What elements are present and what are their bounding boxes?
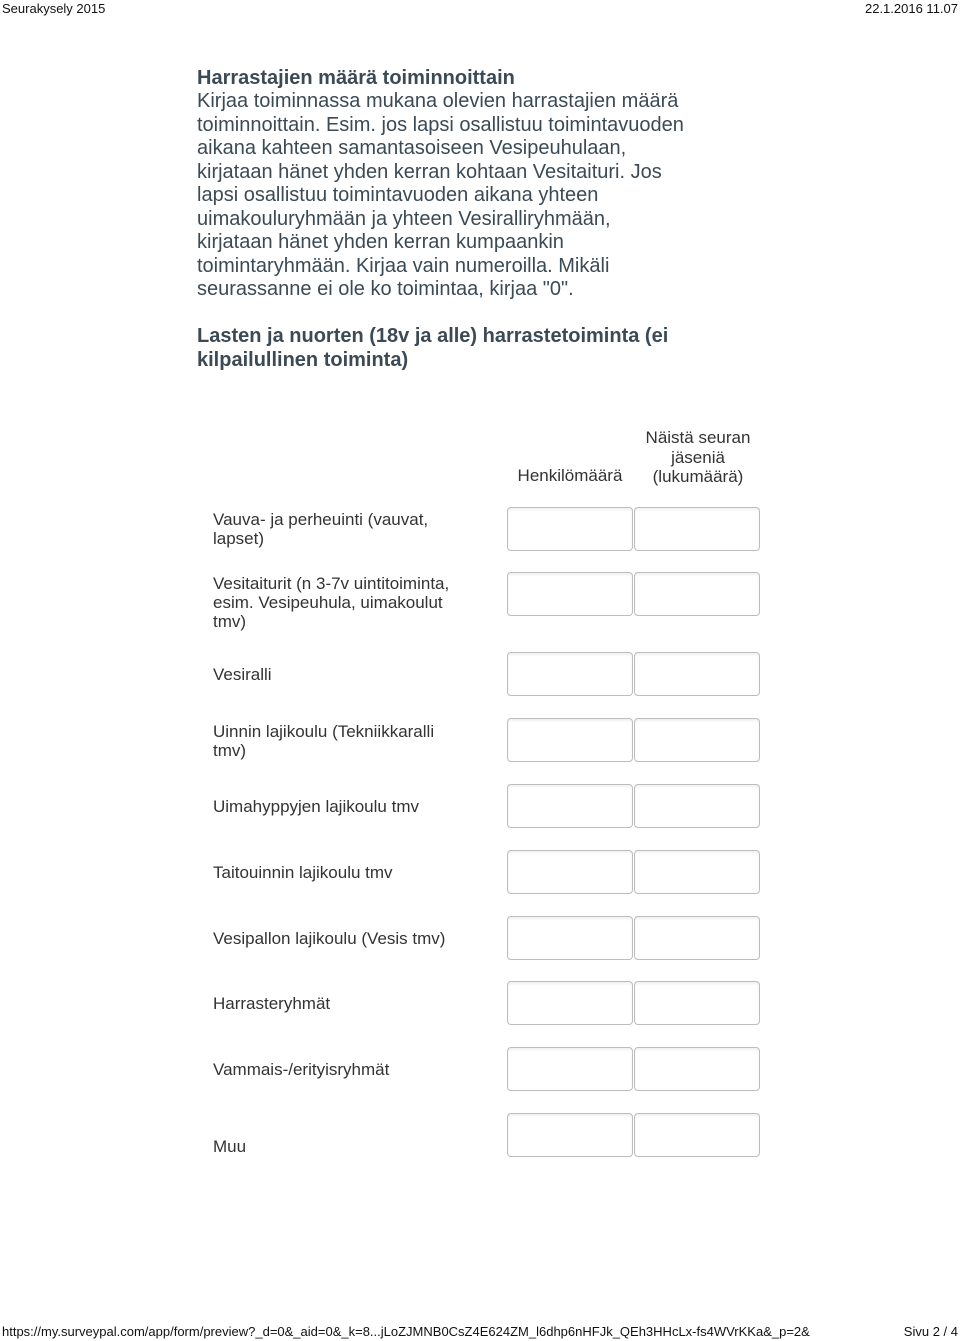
row-label-taitouinnin-lajikoulu	[213, 863, 493, 882]
row-label-line: Uinnin lajikoulu (Tekniikkaralli	[213, 722, 435, 741]
question-description-line: toiminnoittain. Esim. jos lapsi osallistuu toimintavuoden	[197, 113, 684, 136]
jasenia-input-vesipallon-lajikoulu[interactable]	[634, 916, 760, 960]
jasenia-input-vesitaiturit[interactable]	[634, 572, 760, 616]
row-label-line: Harrasteryhmät	[213, 994, 331, 1013]
column-header-line: (lukumäärä)	[652, 467, 744, 486]
question-description-line: aikana kahteen samantasoiseen Vesipeuhulaan,	[197, 137, 627, 159]
column-header-henkilomaara: Henkilömäärä	[517, 466, 623, 485]
question-description-line: kirjataan hänet yhden kerran kumpaankin	[197, 231, 564, 253]
henkilomaara-input-uimahyppyjen-lajikoulu[interactable]	[507, 784, 633, 828]
jasenia-input-vammais-erityisryhmat[interactable]	[634, 1047, 760, 1091]
row-label-line: lapset)	[213, 529, 265, 548]
row-label-vesitaiturit	[213, 574, 493, 631]
row-label-harrasteryhmat	[213, 994, 493, 1013]
row-label-line: Uimahyppyjen lajikoulu tmv	[213, 797, 419, 816]
question-description-line: kirjataan hänet yhden kerran kohtaan Vesitaituri. Jos	[197, 160, 662, 183]
column-header-line: Näistä seuran	[645, 428, 751, 447]
jasenia-input-uimahyppyjen-lajikoulu[interactable]	[634, 784, 760, 828]
henkilomaara-input-muu[interactable]	[507, 1113, 633, 1157]
jasenia-input-taitouinnin-lajikoulu[interactable]	[634, 850, 760, 894]
henkilomaara-input-harrasteryhmat[interactable]	[507, 981, 633, 1025]
row-label-uimahyppyjen-lajikoulu	[213, 797, 493, 816]
print-footer-url: https://my.surveypal.com/app/form/preview?_d=0&_aid=0&_k=8...jLoZJMNB0CsZ4E624ZM_l6dhp6nHFJk_QEh3HHcLx-fs4WVrKKa&_p=2&	[2, 1324, 810, 1339]
henkilomaara-input-vesitaiturit[interactable]	[507, 572, 633, 616]
question-description-line: Kirjaa toiminnassa mukana olevien harrastajien määrä	[197, 90, 679, 112]
row-label-vesiralli	[213, 665, 493, 684]
row-label-vauva-perheuinti	[213, 510, 493, 548]
henkilomaara-input-vesipallon-lajikoulu[interactable]	[507, 916, 633, 960]
column-header-line: jäseniä	[671, 447, 725, 467]
jasenia-input-harrasteryhmat[interactable]	[634, 981, 760, 1025]
row-label-uinnin-lajikoulu	[213, 722, 493, 760]
row-label-line: Vesipallon lajikoulu (Vesis tmv)	[213, 929, 446, 948]
jasenia-input-vesiralli[interactable]	[634, 652, 760, 696]
jasenia-input-uinnin-lajikoulu[interactable]	[634, 718, 760, 762]
row-label-line: Vauva- ja perheuinti (vauvat,	[213, 510, 429, 529]
section-title	[197, 324, 757, 372]
henkilomaara-input-vesiralli[interactable]	[507, 652, 633, 696]
question-block	[197, 66, 767, 302]
henkilomaara-input-vauva-perheuinti[interactable]	[507, 507, 633, 551]
row-label-line: tmv)	[213, 612, 247, 631]
question-title: Harrastajien määrä toiminnoittain	[197, 67, 515, 89]
column-header-jasenia	[634, 428, 762, 487]
print-header-title: Seurakysely 2015	[2, 1, 106, 16]
row-label-vesipallon-lajikoulu	[213, 929, 493, 948]
row-label-muu	[213, 1137, 493, 1156]
henkilomaara-input-uinnin-lajikoulu[interactable]	[507, 718, 633, 762]
section-title-line: kilpailullinen toiminta)	[197, 349, 409, 371]
henkilomaara-input-vammais-erityisryhmat[interactable]	[507, 1047, 633, 1091]
henkilomaara-input-taitouinnin-lajikoulu[interactable]	[507, 850, 633, 894]
question-description-line: seurassanne ei ole ko toimintaa, kirjaa "0".	[197, 278, 574, 300]
row-label-line: tmv)	[213, 741, 247, 760]
print-footer-page-number: Sivu 2 / 4	[903, 1324, 958, 1339]
print-header	[0, 0, 960, 18]
print-header-datetime: 22.1.2016 11.07	[864, 1, 958, 16]
question-description-line: lapsi osallistuu toimintavuoden aikana yhteen	[197, 184, 599, 206]
row-label-line: Muu	[213, 1137, 247, 1156]
row-label-line: Taitouinnin lajikoulu tmv	[213, 863, 393, 882]
jasenia-input-vauva-perheuinti[interactable]	[634, 507, 760, 551]
row-label-vammais-erityisryhmat	[213, 1060, 493, 1079]
row-label-line: esim. Vesipeuhula, uimakoulut	[213, 593, 443, 612]
question-description	[197, 90, 767, 302]
row-label-line: Vesiralli	[213, 665, 272, 684]
jasenia-input-muu[interactable]	[634, 1113, 760, 1157]
question-description-line: uimakouluryhmään ja yhteen Vesiralliryhmään,	[197, 207, 611, 230]
row-label-line: Vammais-/erityisryhmät	[213, 1060, 390, 1079]
row-label-line: Vesitaiturit (n 3-7v uintitoiminta,	[213, 574, 450, 593]
section-title-line: Lasten ja nuorten (18v ja alle) harrastetoiminta (ei	[197, 325, 669, 347]
print-footer	[0, 1322, 960, 1341]
question-description-line: toimintaryhmään. Kirjaa vain numeroilla. Mikäli	[197, 254, 610, 277]
